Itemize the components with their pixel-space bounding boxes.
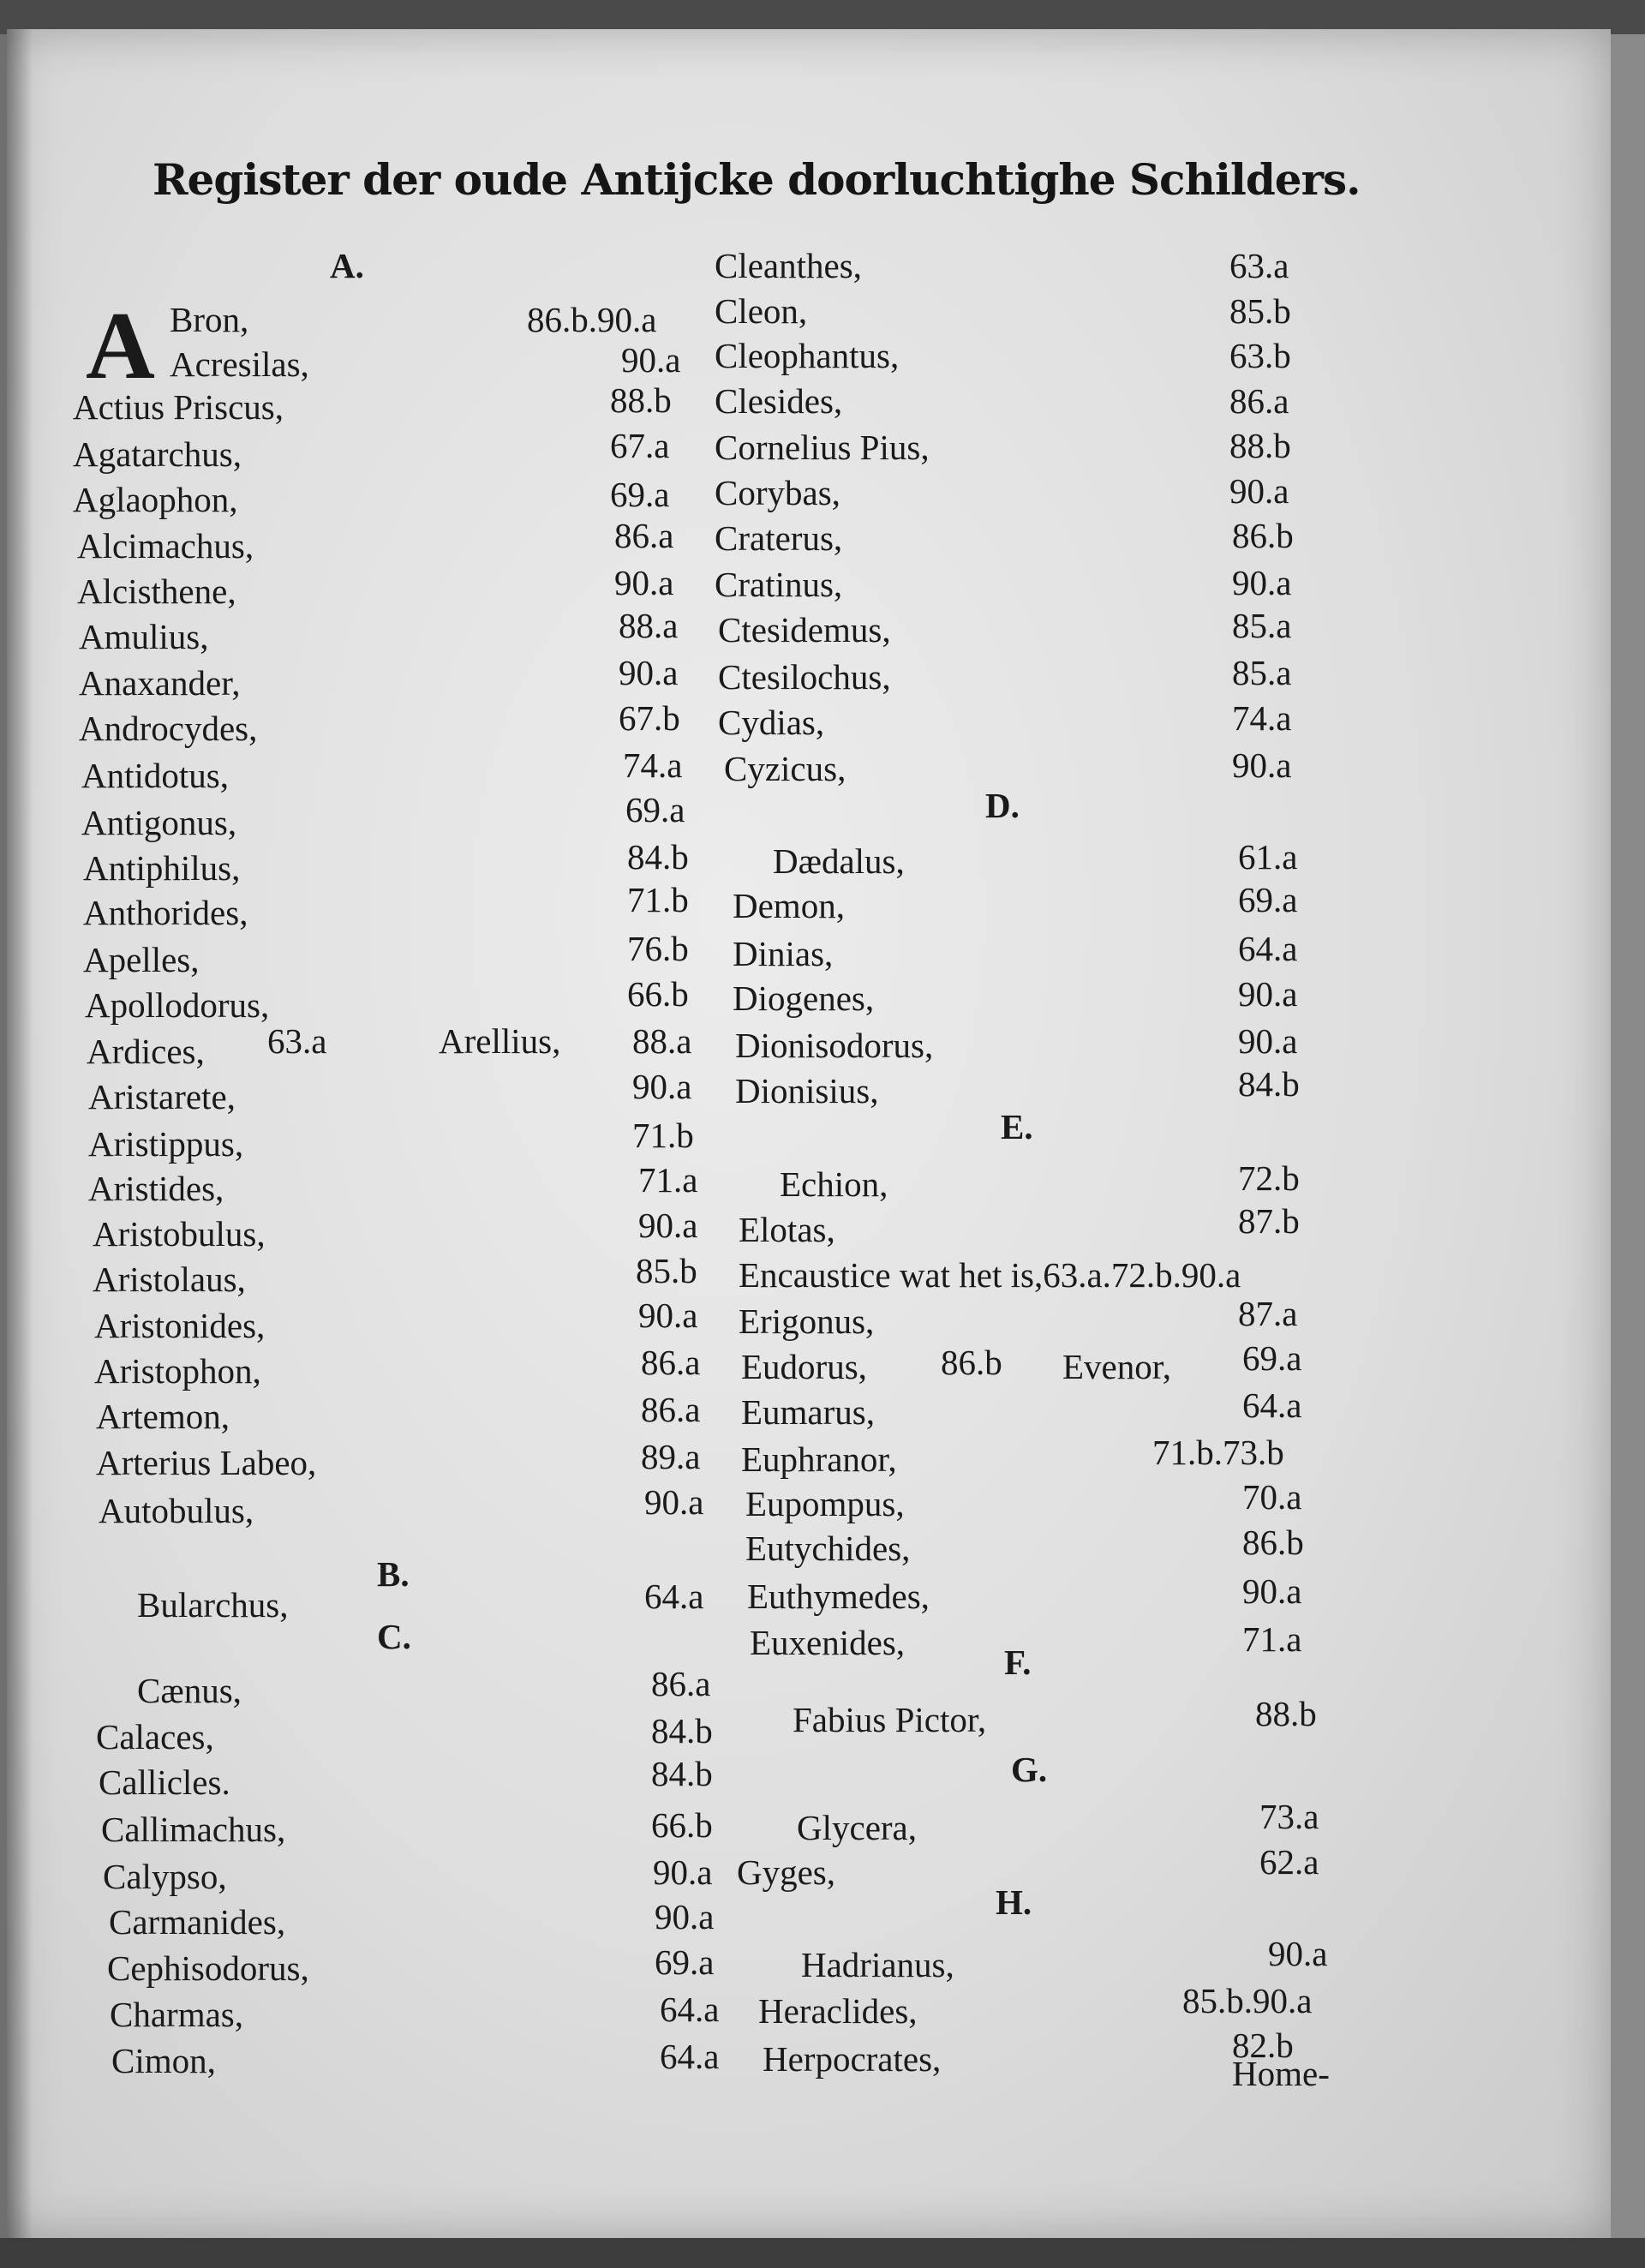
index-section-letter: D. <box>985 786 1020 825</box>
index-entry-text: Elotas, <box>739 1210 835 1249</box>
index-entry-text: 86.a <box>641 1390 701 1429</box>
index-entry-text: Cornelius Pius, <box>715 428 930 467</box>
index-entry-text: 90.a <box>1238 1021 1298 1061</box>
index-entry-text: 62.a <box>1259 1842 1319 1882</box>
index-entry-text: Agatarchus, <box>73 434 242 474</box>
index-entry-text: 87.b <box>1238 1201 1300 1241</box>
index-entry-text: 90.a <box>614 563 674 602</box>
index-entry-text: 90.a <box>644 1482 704 1522</box>
index-entry-text: 90.a <box>1232 745 1292 785</box>
index-entry-text: 74.a <box>1232 698 1292 738</box>
index-entry-text: Craterus, <box>715 518 843 558</box>
index-entry-text: 84.b <box>1238 1064 1300 1104</box>
index-entry-text: Fabius Pictor, <box>793 1700 987 1739</box>
index-entry-text: Glycera, <box>797 1808 917 1847</box>
index-entry-text: Alcisthene, <box>77 571 236 611</box>
index-entry-text: Callimachus, <box>101 1810 286 1849</box>
index-entry-text: 86.b <box>1242 1523 1304 1562</box>
index-entry-text: Ardices, <box>87 1032 205 1071</box>
index-entry-text: Calypso, <box>103 1857 227 1896</box>
index-entry-text: 64.a <box>1242 1385 1302 1425</box>
index-entry-text: 90.a <box>632 1067 692 1106</box>
index-entry-text: Cydias, <box>718 703 825 742</box>
index-entry-text: 90.a <box>1229 471 1289 511</box>
index-entry-text: Home- <box>1232 2054 1330 2093</box>
index-entry-text: 64.a <box>660 2037 720 2076</box>
index-entry-text: Carmanides, <box>109 1902 286 1942</box>
index-section-letter: G. <box>1011 1750 1048 1789</box>
index-entry-text: Arellius, <box>439 1021 561 1061</box>
index-entry-text: 85.a <box>1232 653 1292 692</box>
index-entry-text: 86.a <box>641 1343 701 1382</box>
index-entry-text: Heraclides, <box>758 1991 918 2031</box>
index-entry-text: 85.b.90.a <box>1182 1981 1313 2020</box>
index-entry-text: 89.a <box>641 1437 701 1476</box>
index-entry-text: 71.b.73.b <box>1152 1433 1284 1472</box>
index-entry-text: Callicles. <box>99 1762 230 1802</box>
index-entry-text: Eutychides, <box>745 1529 911 1568</box>
index-entry-text: Eupompus, <box>745 1484 905 1523</box>
index-entry-text: 63.b <box>1229 336 1291 375</box>
index-section-letter: E. <box>1001 1107 1033 1146</box>
index-entry-text: 90.a <box>638 1206 698 1245</box>
index-entry-text: 90.a <box>1232 563 1292 602</box>
index-entry-text: 87.a <box>1238 1294 1298 1333</box>
index-entry-text: 90.a <box>1242 1571 1302 1611</box>
index-entry-text: 72.b <box>1238 1158 1300 1198</box>
index-entry-text: Bron, <box>170 300 249 339</box>
index-entry-text: 85.b <box>636 1251 697 1290</box>
index-entry-text: 84.b <box>651 1754 713 1793</box>
index-entry-text: 90.a <box>1238 974 1298 1014</box>
index-entry-text: 63.a <box>267 1021 327 1061</box>
index-entry-text: Erigonus, <box>739 1302 875 1341</box>
index-entry-text: 69.a <box>625 790 685 829</box>
index-entry-text: 86.b.90.a <box>527 300 657 339</box>
index-entry-text: 69.a <box>1242 1338 1302 1378</box>
index-entry-text: Aristophon, <box>94 1351 261 1391</box>
index-entry-text: Aristippus, <box>88 1124 244 1164</box>
index-entry-text: 86.b <box>941 1343 1002 1382</box>
index-entry-text: Euthymedes, <box>747 1577 930 1616</box>
index-entry-text: 90.a <box>619 653 679 692</box>
index-entry-text: Herpocrates, <box>763 2039 942 2079</box>
index-entry-text: Gyges, <box>737 1852 836 1892</box>
index-entry-text: Aristarete, <box>88 1077 236 1116</box>
index-entry-text: 88.a <box>632 1021 692 1061</box>
index-entry-text: Apollodorus, <box>85 985 270 1025</box>
index-entry-text: 73.a <box>1259 1797 1319 1836</box>
index-entry-text: Apelles, <box>83 940 200 979</box>
index-entry-text: 66.b <box>627 974 689 1014</box>
index-entry-text: Corybas, <box>715 473 840 512</box>
index-entry-text: Arterius Labeo, <box>96 1443 317 1482</box>
index-entry-text: Cyzicus, <box>724 749 846 788</box>
index-entry-text: Euxenides, <box>750 1623 906 1662</box>
index-entry-text: Eumarus, <box>741 1392 875 1432</box>
index-entry-text: Euphranor, <box>741 1439 897 1479</box>
index-entry-text: 82.b <box>1232 2026 1294 2065</box>
index-entry-text: 70.a <box>1242 1477 1302 1517</box>
index-entry-text: 88.b <box>610 380 672 420</box>
index-entry-text: 61.a <box>1238 837 1298 877</box>
index-entry-text: Cleon, <box>715 291 808 331</box>
index-entry-text: Autobulus, <box>99 1491 254 1530</box>
drop-cap-initial: A <box>86 293 155 399</box>
index-entry-text: Dinias, <box>733 934 834 973</box>
index-entry-text: 90.a <box>653 1852 713 1892</box>
index-section-letter: H. <box>996 1882 1032 1922</box>
index-entry-text: Cleanthes, <box>715 246 862 285</box>
index-entry-text: 85.a <box>1232 606 1292 645</box>
index-entry-text: 76.b <box>627 929 689 968</box>
index-entry-text: 90.a <box>638 1296 698 1335</box>
index-entry-text: 90.a <box>1268 1934 1328 1973</box>
index-section-letter: C. <box>377 1617 411 1656</box>
index-entry-text: Encaustice wat het is,63.a.72.b.90.a <box>739 1255 1241 1295</box>
index-entry-text: Bularchus, <box>137 1585 289 1625</box>
index-entry-text: Antiphilus, <box>83 848 241 888</box>
index-entry-text: 71.a <box>638 1160 698 1200</box>
index-entry-text: 63.a <box>1229 246 1289 285</box>
index-entry-text: Cimon, <box>111 2041 216 2080</box>
index-entry-text: Antidotus, <box>81 756 229 795</box>
index-entry-text: Cephisodorus, <box>107 1948 309 1988</box>
index-entry-text: Eudorus, <box>741 1347 867 1386</box>
index-entry-text: Artemon, <box>96 1397 230 1436</box>
index-entry-text: Antigonus, <box>81 803 237 842</box>
index-entry-text: Echion, <box>780 1164 888 1204</box>
index-entry-text: Calaces, <box>96 1717 214 1756</box>
index-entry-text: 88.b <box>1229 426 1291 465</box>
index-entry-text: Actius Priscus, <box>73 387 284 427</box>
index-entry-text: Dionisodorus, <box>735 1026 934 1065</box>
page-title: Register der oude Antijcke doorluchtighe Schilders. <box>153 154 1361 205</box>
index-entry-text: 90.a <box>655 1897 715 1936</box>
index-entry-text: 71.b <box>627 880 689 919</box>
index-entry-text: 88.a <box>619 606 679 645</box>
index-entry-text: Amulius, <box>79 617 209 656</box>
index-entry-text: 86.a <box>1229 381 1289 421</box>
index-entry-text: Charmas, <box>110 1995 243 2034</box>
index-entry-text: Hadrianus, <box>801 1945 954 1984</box>
index-entry-text: Ctesilochus, <box>718 657 891 697</box>
index-entry-text: 86.a <box>614 516 674 555</box>
index-entry-text: 71.b <box>632 1116 694 1155</box>
index-entry-text: Dædalus, <box>773 841 905 881</box>
index-entry-text: Androcydes, <box>79 709 258 748</box>
index-entry-text: 64.a <box>660 1990 720 2029</box>
index-entry-text: 84.b <box>627 837 689 877</box>
index-entry-text: Cleophantus, <box>715 336 900 375</box>
index-entry-text: 67.a <box>610 426 670 465</box>
index-entry-text: Ctesidemus, <box>718 610 891 649</box>
index-entry-text: 84.b <box>651 1711 713 1750</box>
index-entry-text: Alcimachus, <box>77 526 254 566</box>
index-entry-text: 90.a <box>621 340 681 380</box>
index-entry-text: 69.a <box>655 1942 715 1982</box>
index-entry-text: Aristonides, <box>94 1306 266 1345</box>
index-entry-text: 67.b <box>619 698 680 738</box>
index-entry-text: Aristobulus, <box>93 1214 266 1254</box>
index-entry-text: 69.a <box>1238 880 1298 919</box>
index-section-letter: B. <box>377 1554 410 1594</box>
index-entry-text: 74.a <box>623 745 683 785</box>
index-entry-text: Demon, <box>733 886 845 925</box>
index-entry-text: 64.a <box>644 1577 704 1616</box>
index-section-letter: F. <box>1004 1643 1032 1682</box>
index-entry-text: 69.a <box>610 475 670 514</box>
index-entry-text: 86.a <box>651 1664 711 1703</box>
index-entry-text: Acresilas, <box>170 344 309 384</box>
index-entry-text: Evenor, <box>1062 1347 1172 1386</box>
index-entry-text: Diogenes, <box>733 978 875 1018</box>
index-entry-text: Aglaophon, <box>73 480 238 519</box>
index-section-letter: A. <box>330 246 364 285</box>
index-entry-text: 71.a <box>1242 1619 1302 1659</box>
index-entry-text: 86.b <box>1232 516 1294 555</box>
index-entry-text: 85.b <box>1229 291 1291 331</box>
index-entry-text: 64.a <box>1238 929 1298 968</box>
index-entry-text: Clesides, <box>715 381 843 421</box>
index-entry-text: 88.b <box>1255 1694 1317 1733</box>
index-entry-text: Cratinus, <box>715 565 843 604</box>
index-entry-text: Aristides, <box>88 1169 224 1208</box>
index-entry-text: 66.b <box>651 1805 713 1845</box>
index-entry-text: Cænus, <box>137 1671 242 1710</box>
index-entry-text: Anaxander, <box>79 663 241 703</box>
index-entry-text: Aristolaus, <box>93 1260 246 1299</box>
index-entry-text: Anthorides, <box>83 893 248 932</box>
index-entry-text: Dionisius, <box>735 1071 879 1110</box>
